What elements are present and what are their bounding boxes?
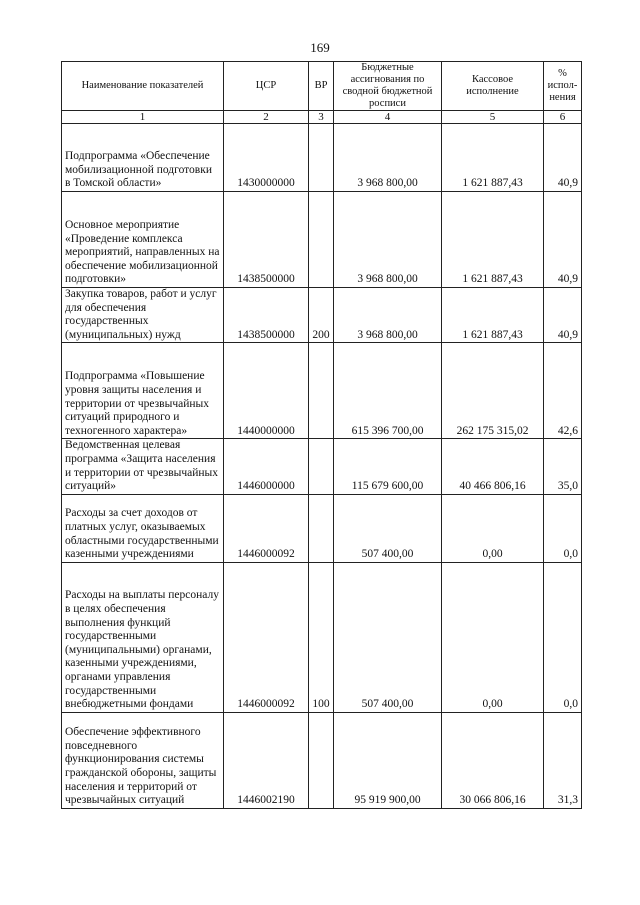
table-row — [62, 439, 582, 494]
row-execution: 40 466 806,16 — [442, 439, 544, 494]
column-number: 3 — [309, 111, 334, 124]
row-vr — [309, 494, 334, 562]
table-row — [62, 712, 582, 808]
row-csr: 1446000000 — [224, 439, 309, 494]
row-vr — [309, 192, 334, 288]
row-percent: 40,9 — [544, 288, 582, 343]
header-name: Наименование показателей — [62, 62, 224, 111]
header-vr: ВР — [309, 62, 334, 111]
table-row — [62, 288, 582, 343]
column-number: 1 — [62, 111, 224, 124]
header-percent: % испол-нения — [544, 62, 582, 111]
table-header-row — [62, 62, 582, 111]
column-number: 6 — [544, 111, 582, 124]
row-vr — [309, 712, 334, 808]
row-percent: 40,9 — [544, 124, 582, 192]
row-execution: 1 621 887,43 — [442, 192, 544, 288]
column-number: 5 — [442, 111, 544, 124]
row-percent: 31,3 — [544, 712, 582, 808]
header-csr: ЦСР — [224, 62, 309, 111]
column-number: 4 — [334, 111, 442, 124]
row-percent: 0,0 — [544, 494, 582, 562]
row-execution: 1 621 887,43 — [442, 124, 544, 192]
row-allocation: 95 919 900,00 — [334, 712, 442, 808]
budget-execution-table — [61, 61, 582, 809]
row-vr — [309, 343, 334, 439]
row-csr: 1446000092 — [224, 562, 309, 712]
row-vr: 100 — [309, 562, 334, 712]
row-execution: 0,00 — [442, 562, 544, 712]
row-percent: 0,0 — [544, 562, 582, 712]
row-csr: 1446002190 — [224, 712, 309, 808]
row-csr: 1446000092 — [224, 494, 309, 562]
header-cash-execution: Кассовое исполнение — [442, 62, 544, 111]
column-number: 2 — [224, 111, 309, 124]
row-allocation: 3 968 800,00 — [334, 192, 442, 288]
row-vr: 200 — [309, 288, 334, 343]
row-name: Обеспечение эффективного повседневного функционирования системы гражданской обороны, защиты населения и территорий от чрезвычайных ситуаций — [62, 712, 224, 808]
row-name: Расходы за счет доходов от платных услуг, оказываемых областными государственными казенными учреждениями — [62, 494, 224, 562]
row-csr: 1440000000 — [224, 343, 309, 439]
row-percent: 40,9 — [544, 192, 582, 288]
page-number: 169 — [310, 40, 330, 55]
row-csr: 1430000000 — [224, 124, 309, 192]
row-execution: 262 175 315,02 — [442, 343, 544, 439]
row-allocation: 115 679 600,00 — [334, 439, 442, 494]
column-number-row — [62, 111, 582, 124]
row-execution: 1 621 887,43 — [442, 288, 544, 343]
table-row — [62, 343, 582, 439]
row-allocation: 507 400,00 — [334, 562, 442, 712]
row-name: Подпрограмма «Повышение уровня защиты населения и территории от чрезвычайных ситуаций природного и техногенного характера» — [62, 343, 224, 439]
table-row — [62, 494, 582, 562]
row-allocation: 3 968 800,00 — [334, 124, 442, 192]
row-percent: 42,6 — [544, 343, 582, 439]
row-csr: 1438500000 — [224, 192, 309, 288]
row-percent: 35,0 — [544, 439, 582, 494]
row-allocation: 3 968 800,00 — [334, 288, 442, 343]
row-csr: 1438500000 — [224, 288, 309, 343]
row-allocation: 615 396 700,00 — [334, 343, 442, 439]
row-allocation: 507 400,00 — [334, 494, 442, 562]
row-name: Ведомственная целевая программа «Защита населения и территории от чрезвычайных ситуаций» — [62, 439, 224, 494]
row-name: Основное мероприятие «Проведение комплекса мероприятий, направленных на обеспечение мобилизационной подготовки» — [62, 192, 224, 288]
header-allocations: Бюджетные ассигнования по сводной бюджетной росписи — [334, 62, 442, 111]
row-vr — [309, 124, 334, 192]
row-execution: 0,00 — [442, 494, 544, 562]
row-name: Подпрограмма «Обеспечение мобилизационной подготовки в Томской области» — [62, 124, 224, 192]
row-name: Закупка товаров, работ и услуг для обеспечения государственных (муниципальных) нужд — [62, 288, 224, 343]
row-name: Расходы на выплаты персоналу в целях обеспечения выполнения функций государственными (муниципальными) органами, казенными учреждениями, органами управления государственными внебюджетными фондами — [62, 562, 224, 712]
table-row — [62, 562, 582, 712]
table-row — [62, 192, 582, 288]
row-vr — [309, 439, 334, 494]
table-row — [62, 124, 582, 192]
row-execution: 30 066 806,16 — [442, 712, 544, 808]
